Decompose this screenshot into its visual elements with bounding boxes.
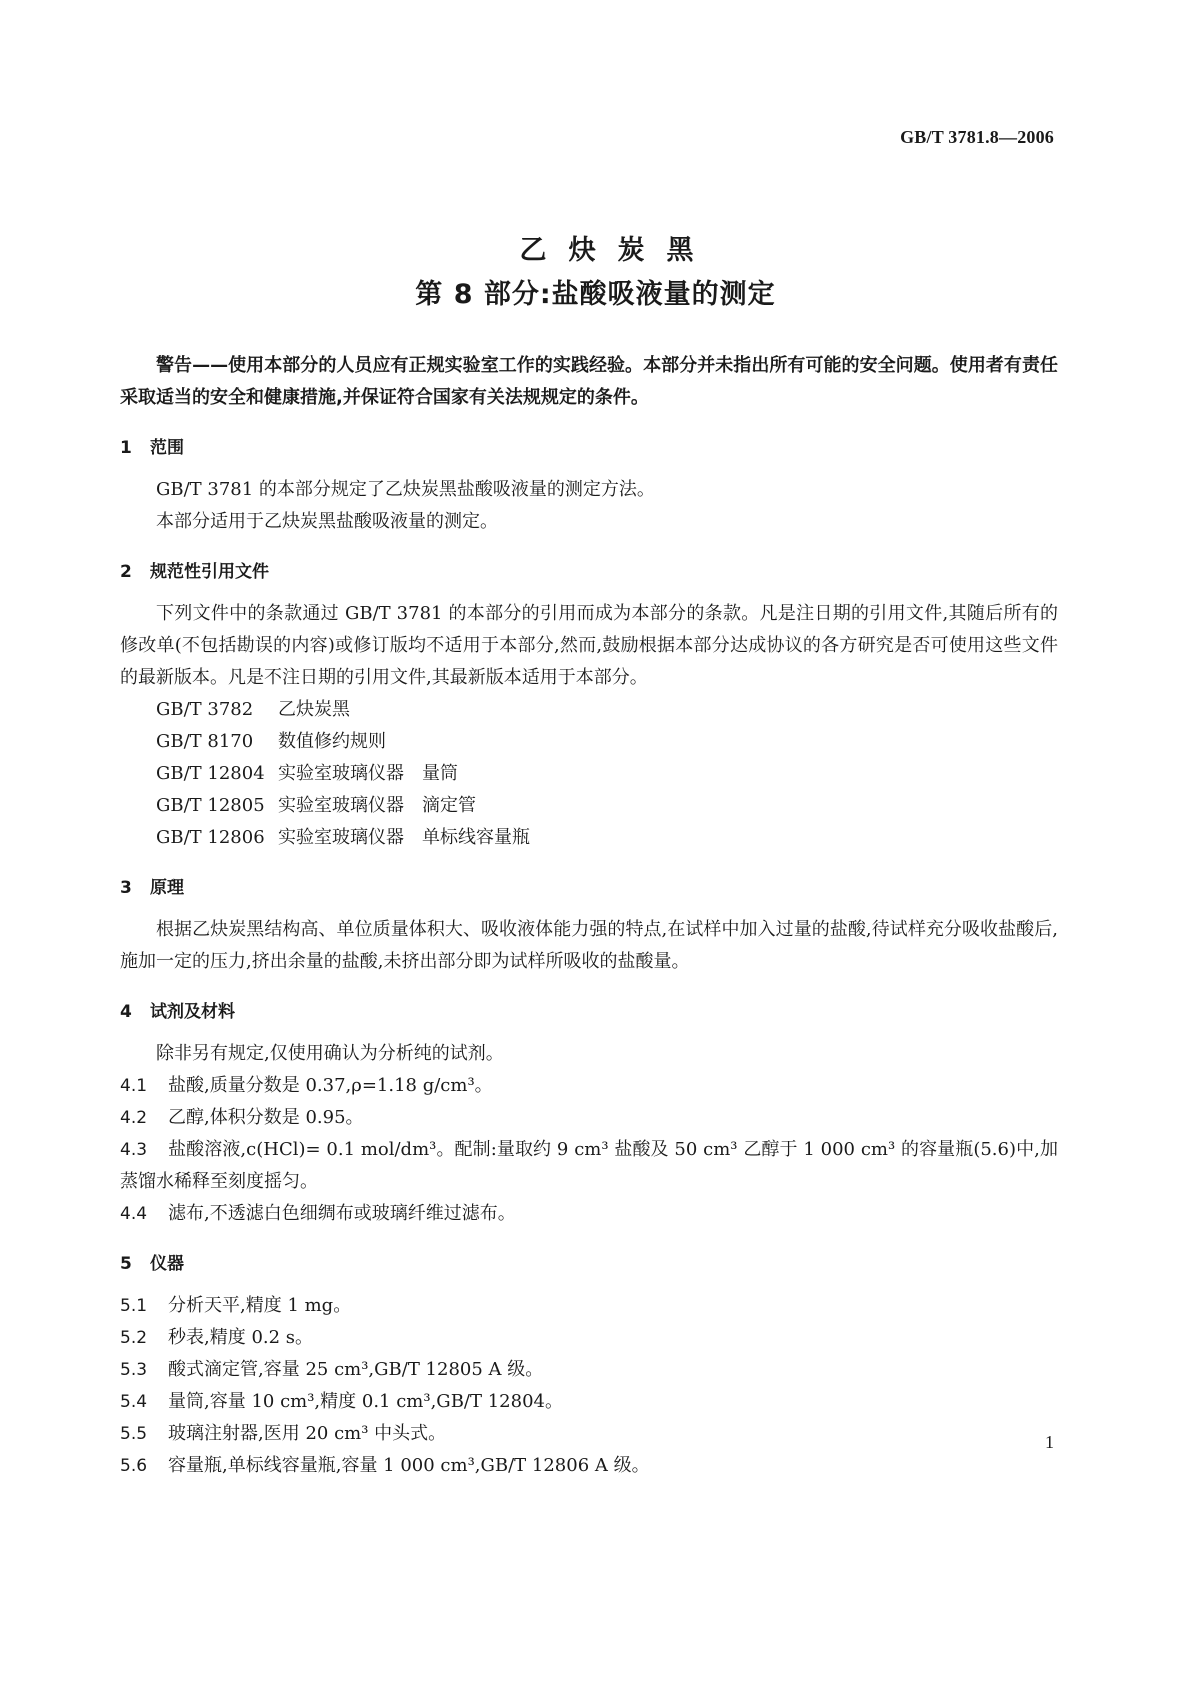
clause-item: 4.1 盐酸,质量分数是 0.37,ρ=1.18 g/cm³。 <box>120 1075 493 1096</box>
clause-item: 4.2 乙醇,体积分数是 0.95。 <box>120 1107 364 1128</box>
document-title: 乙炔炭黑 <box>519 235 716 266</box>
section-normative-references <box>120 556 1058 854</box>
clause-item: 5.3 酸式滴定管,容量 25 cm³,GB/T 12805 A 级。 <box>120 1359 544 1380</box>
section-reagents <box>120 996 1058 1230</box>
clause-item: 5.5 玻璃注射器,医用 20 cm³ 中头式。 <box>120 1423 447 1444</box>
standard-code: GB/T 3781.8—2006 <box>900 127 1054 147</box>
section-heading: 2 规范性引用文件 <box>120 562 269 582</box>
reference-item: GB/T 12805 实验室玻璃仪器 滴定管 <box>156 795 476 816</box>
document-body <box>120 350 1058 1500</box>
clause-item: 5.1 分析天平,精度 1 mg。 <box>120 1295 352 1316</box>
section-scope <box>120 432 1058 538</box>
clause-item: 5.6 容量瓶,单标线容量瓶,容量 1 000 cm³,GB/T 12806 A 级。 <box>120 1455 650 1476</box>
section-heading: 3 原理 <box>120 878 184 898</box>
section-heading: 5 仪器 <box>120 1254 184 1274</box>
page-number: 1 <box>1045 1432 1054 1452</box>
section-heading: 4 试剂及材料 <box>120 1002 235 1022</box>
clause-item: 4.3 盐酸溶液,c(HCl)= 0.1 mol/dm³。配制:量取约 9 cm³ 盐酸及 50 cm³ 乙醇于 1 000 cm³ 的容量瓶(5.6)中,加蒸馏水稀释至刻度摇匀。 <box>120 1139 1058 1192</box>
document-subtitle: 第 8 部分:盐酸吸液量的测定 <box>415 279 776 310</box>
paragraph: GB/T 3781 的本部分规定了乙炔炭黑盐酸吸液量的测定方法。 <box>156 479 655 500</box>
reference-item: GB/T 8170 数值修约规则 <box>156 731 386 752</box>
safety-warning: 警告——使用本部分的人员应有正规实验室工作的实践经验。本部分并未指出所有可能的安全问题。使用者有责任采取适当的安全和健康措施,并保证符合国家有关法规规定的条件。 <box>120 355 1058 408</box>
reference-item: GB/T 12804 实验室玻璃仪器 量筒 <box>156 763 458 784</box>
reference-item: GB/T 3782 乙炔炭黑 <box>156 699 350 720</box>
reference-item: GB/T 12806 实验室玻璃仪器 单标线容量瓶 <box>156 827 530 848</box>
paragraph: 本部分适用于乙炔炭黑盐酸吸液量的测定。 <box>156 511 498 532</box>
paragraph: 根据乙炔炭黑结构高、单位质量体积大、吸收液体能力强的特点,在试样中加入过量的盐酸,待试样充分吸收盐酸后,施加一定的压力,挤出余量的盐酸,未挤出部分即为试样所吸收的盐酸量。 <box>120 919 1058 972</box>
paragraph: 除非另有规定,仅使用确认为分析纯的试剂。 <box>156 1043 504 1064</box>
clause-item: 4.4 滤布,不透滤白色细绸布或玻璃纤维过滤布。 <box>120 1203 516 1224</box>
section-apparatus <box>120 1248 1058 1482</box>
clause-item: 5.4 量筒,容量 10 cm³,精度 0.1 cm³,GB/T 12804。 <box>120 1391 563 1412</box>
section-principle <box>120 872 1058 978</box>
clause-item: 5.2 秒表,精度 0.2 s。 <box>120 1327 314 1348</box>
paragraph: 下列文件中的条款通过 GB/T 3781 的本部分的引用而成为本部分的条款。凡是注日期的引用文件,其随后所有的修改单(不包括勘误的内容)或修订版均不适用于本部分,然而,鼓励根据本部分达成协议的各方研究是否可使用这些文件的最新版本。凡是不注日期的引用文件,其最新版本适用于本部分。 <box>120 603 1058 688</box>
section-heading: 1 范围 <box>120 438 184 458</box>
